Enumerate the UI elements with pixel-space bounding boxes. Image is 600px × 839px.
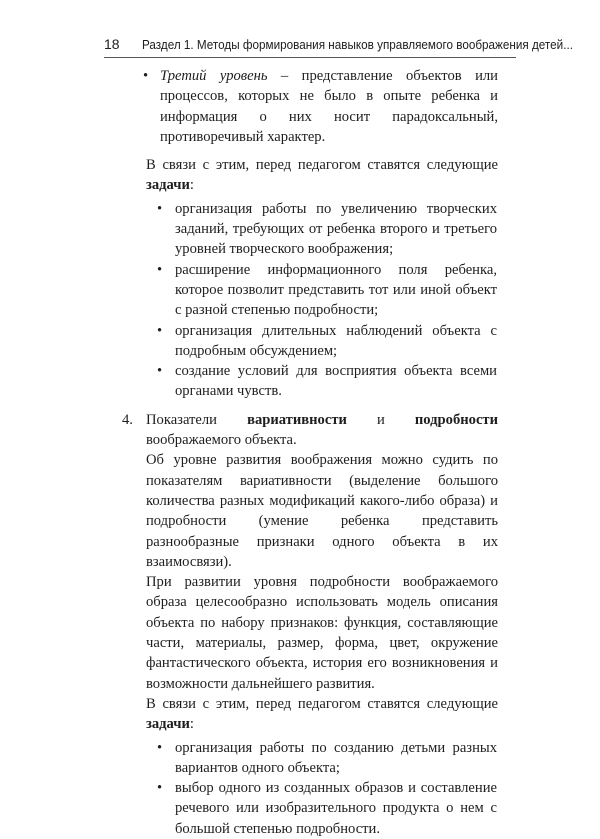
running-title: Раздел 1. Методы формирования навыков управляемого воображения детей... — [142, 37, 573, 52]
item4-text-1: Показатели — [146, 411, 248, 428]
header-rule — [104, 57, 516, 58]
tasks-keyword: задачи — [146, 177, 190, 194]
item4-text-2: и — [346, 411, 415, 428]
list-item: • организация длительных наблюдений объекта с подробным обсуждением; — [175, 321, 497, 362]
item-number: 4. — [122, 411, 133, 428]
tasks-keyword: задачи — [146, 716, 190, 733]
list-item: • организация работы по увеличению творческих заданий, требующих от ребенка второго и третьего уровней творческого воображения; — [175, 199, 497, 260]
list-item: • организация работы по созданию детьми разных вариантов одного объекта; — [175, 738, 497, 779]
tasks-intro-2 — [146, 694, 498, 735]
tasks-colon: : — [189, 177, 194, 194]
tasks-intro-text: В связи с этим, перед педагогом ставятся следующие — [146, 157, 498, 174]
third-level-term: Третий уровень — [160, 68, 268, 84]
tasks-intro-1 — [146, 155, 498, 196]
page-body — [0, 66, 600, 839]
paragraph-imagination-level: Об уровне развития воображения можно судить по показателям вариативности (выделение большого количества разных модификаций какого-либо образа) и подробности (умение ребенка представить разнообразные признаки одного объекта в их взаимосвязи). — [146, 452, 498, 570]
paragraph-detail-model: При развитии уровня подробности воображаемого образа целесообразно использовать модель описания объекта по набору признаков: функция, составляющие части, материалы, размер, форма, цвет, окружение фантастического объекта, история его возникновения и возможности дальнейшего развития. — [146, 574, 498, 692]
running-header — [104, 34, 573, 54]
tasks-intro-text: В связи с этим, перед педагогом ставятся следующие — [146, 695, 498, 712]
list-item: • выбор одного из созданных образов и составление речевого или изобразительного продукта о нем с большой степенью подробности. — [175, 778, 497, 839]
numbered-item-4 — [122, 410, 498, 451]
page-number: 18 — [104, 36, 120, 52]
bullet-third-level — [160, 66, 498, 147]
item4-text-3: воображаемого объекта. — [146, 432, 297, 449]
variability-term: вариативности — [247, 411, 347, 428]
tasks-colon: : — [189, 716, 194, 733]
third-level-text: – представление объектов или процессов, которых не было в опыте ребенка и информация о них носит парадоксальный, противоречивый характер. — [160, 68, 498, 145]
detail-term: подробности — [414, 411, 498, 428]
list-item: • расширение информационного поля ребенка, которое позволит представить тот или иной объект с разной степенью подробности; — [175, 260, 497, 321]
list-item: • создание условий для восприятия объекта всеми органами чувств. — [175, 361, 497, 402]
